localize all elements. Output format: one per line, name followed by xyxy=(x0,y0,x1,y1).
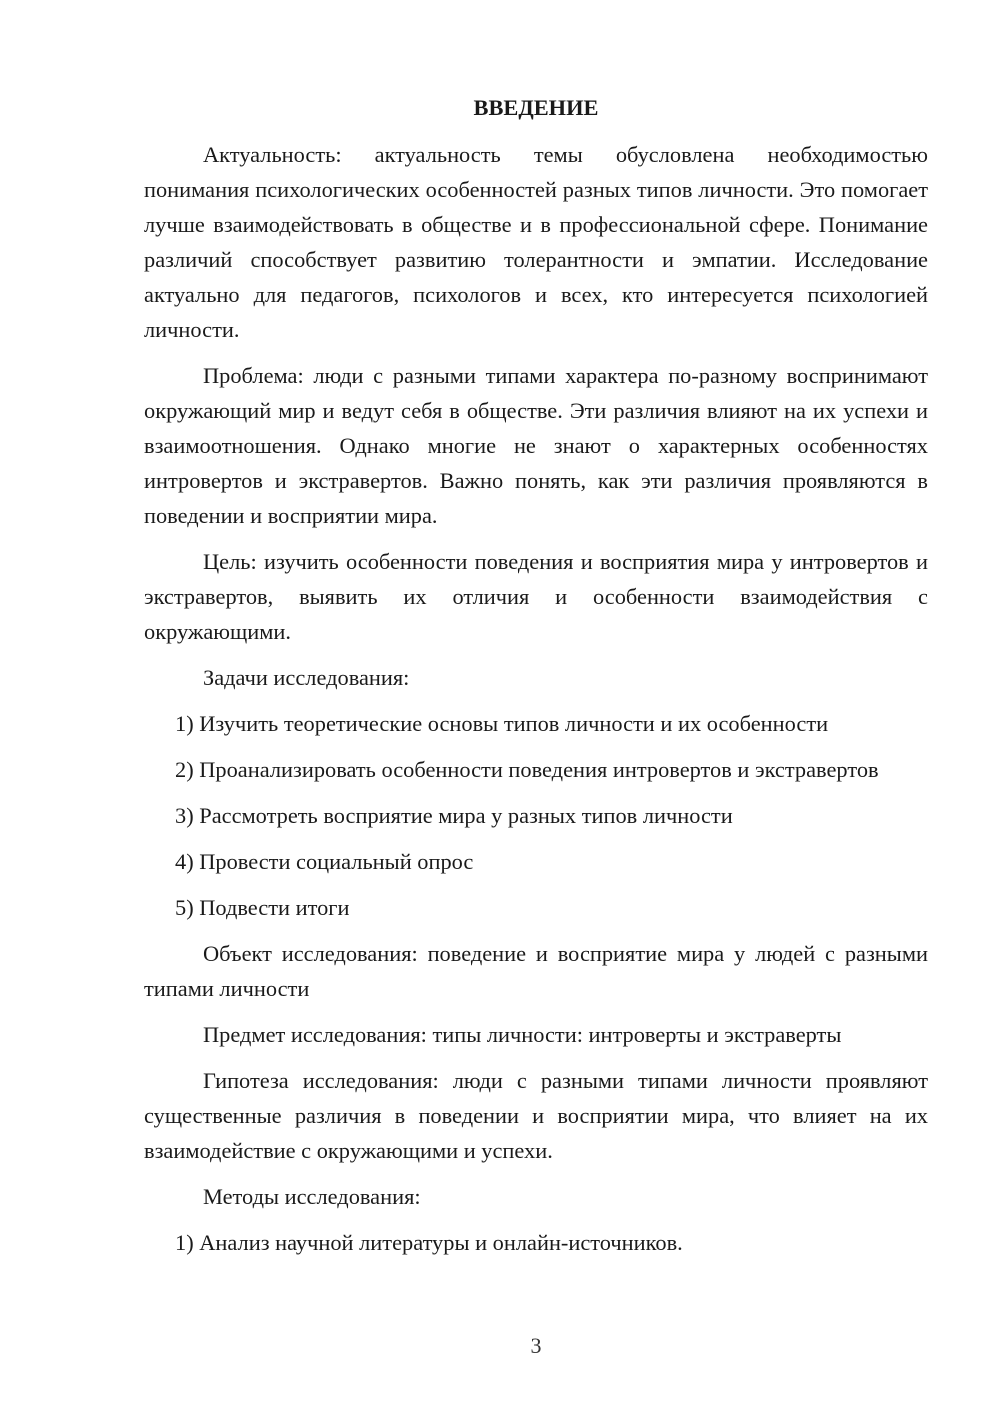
relevance-paragraph: Актуальность: актуальность темы обусловлена необходимостью понимания психологических особенностей разных типов личности. Это помогает лучше взаимодействовать в обществе и в профессиональной сфере. Понимание различий способствует развитию толерантности и эмпатии. Исследование актуально для педагогов, психологов и всех, кто интересуется психологией личности. xyxy=(144,142,928,342)
task-item: 4) Провести социальный опрос xyxy=(175,849,474,874)
task-item: 3) Рассмотреть восприятие мира у разных типов личности xyxy=(175,803,733,828)
methods-heading: Методы исследования: xyxy=(203,1184,421,1209)
object-paragraph: Объект исследования: поведение и восприятие мира у людей с разными типами личности xyxy=(144,941,928,1001)
goal-paragraph: Цель: изучить особенности поведения и восприятия мира у интровертов и экстравертов, выявить их отличия и особенности взаимодействия с окружающими. xyxy=(144,549,928,644)
task-item: 1) Изучить теоретические основы типов личности и их особенности xyxy=(175,711,829,736)
section-title: ВВЕДЕНИЕ xyxy=(473,95,599,120)
task-item: 5) Подвести итоги xyxy=(175,895,350,920)
document-page xyxy=(144,90,928,1271)
subject-paragraph: Предмет исследования: типы личности: интроверты и экстраверты xyxy=(203,1022,842,1047)
hypothesis-paragraph: Гипотеза исследования: люди с разными типами личности проявляют существенные различия в поведении и восприятии мира, что влияет на их взаимодействие с окружающими и успехи. xyxy=(144,1068,928,1163)
page-number: 3 xyxy=(530,1333,542,1358)
task-item: 2) Проанализировать особенности поведения интровертов и экстравертов xyxy=(175,757,879,782)
tasks-heading: Задачи исследования: xyxy=(203,665,410,690)
problem-paragraph: Проблема: люди с разными типами характера по-разному воспринимают окружающий мир и ведут себя в обществе. Эти различия влияют на их успехи и взаимоотношения. Однако многие не знают о характерных особенностях интровертов и экстравертов. Важно понять, как эти различия проявляются в поведении и восприятии мира. xyxy=(144,363,928,528)
method-item: 1) Анализ научной литературы и онлайн-источников. xyxy=(175,1230,683,1255)
